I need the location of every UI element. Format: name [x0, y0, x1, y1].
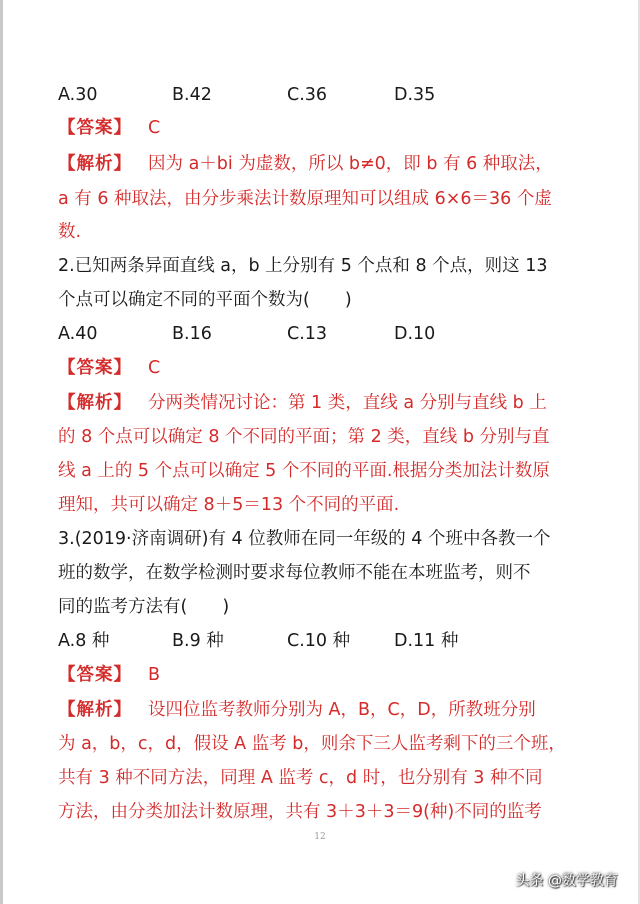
q2-analysis-line-2: 的 8 个点可以确定 8 个不同的平面；第 2 类，直线 b 分别与直 — [58, 427, 550, 447]
q2-option-d: D.10 — [394, 324, 436, 344]
q1-answer-tag: 【答案】 — [58, 118, 132, 138]
q1-option-d: D.35 — [394, 85, 436, 105]
q2-analysis-tag: 【解析】 — [58, 393, 132, 413]
q3-answer-row — [58, 662, 600, 688]
page-number: 12 — [314, 832, 326, 842]
q1-analysis-line-1 — [58, 151, 600, 177]
q1-analysis-tag: 【解析】 — [58, 154, 132, 174]
q2-option-b: B.16 — [172, 324, 212, 344]
q3-option-b: B.9 种 — [172, 631, 224, 651]
q3-analysis-line-4: 方法，由分类加法计数原理，共有 3＋3＋3＝9(种)不同的监考 — [58, 802, 542, 822]
q1-option-b: B.42 — [172, 85, 212, 105]
q1-analysis-line-3: 数. — [58, 222, 82, 242]
q2-analysis-text-1: 分两类情况讨论：第 1 类，直线 a 分别与直线 b 上 — [148, 393, 547, 413]
q3-stem-line-2: 班的数学，在数学检测时要求每位教师不能在本班监考，则不 — [58, 563, 531, 583]
q2-stem-line-1: 2.已知两条异面直线 a，b 上分别有 5 个点和 8 个点，则这 13 — [58, 256, 548, 276]
q3-analysis-text-1: 设四位监考教师分别为 A，B，C，D，所教班分别 — [148, 700, 536, 720]
q3-analysis-line-2: 为 a，b，c，d，假设 A 监考 b，则余下三人监考剩下的三个班， — [58, 734, 566, 754]
q3-answer-value: B — [148, 665, 161, 685]
q1-answer-value: C — [148, 118, 161, 138]
q3-stem-line-3: 同的监考方法有( ) — [58, 597, 230, 617]
q3-analysis-line-1 — [58, 697, 600, 723]
q2-answer-value: C — [148, 358, 161, 378]
q1-option-c: C.36 — [287, 85, 328, 105]
q2-answer-tag: 【答案】 — [58, 358, 132, 378]
q1-option-a: A.30 — [58, 85, 98, 105]
q2-stem-line-2: 个点可以确定不同的平面个数为( ) — [58, 290, 352, 310]
q2-analysis-line-4: 理知，共可以确定 8＋5＝13 个不同的平面. — [58, 495, 400, 515]
q3-option-a: A.8 种 — [58, 631, 110, 651]
q3-option-c: C.10 种 — [287, 631, 351, 651]
q3-analysis-tag: 【解析】 — [58, 700, 132, 720]
q3-option-d: D.11 种 — [394, 631, 459, 651]
q2-analysis-line-3: 线 a 上的 5 个点可以确定 5 个不同的平面.根据分类加法计数原 — [58, 461, 550, 481]
q3-analysis-line-3: 共有 3 种不同方法，同理 A 监考 c，d 时，也分别有 3 种不同 — [58, 768, 543, 788]
q3-stem-line-1: 3.(2019·济南调研)有 4 位教师在同一年级的 4 个班中各教一个 — [58, 529, 551, 549]
q2-option-a: A.40 — [58, 324, 98, 344]
q3-answer-tag: 【答案】 — [58, 665, 132, 685]
q1-answer-row — [58, 115, 600, 141]
q2-answer-row — [58, 355, 600, 381]
source-watermark: 头条 @数学教育 — [515, 873, 618, 889]
q2-analysis-line-1 — [58, 390, 600, 416]
q2-option-c: C.13 — [287, 324, 328, 344]
q1-analysis-text-1: 因为 a＋bi 为虚数，所以 b≠0，即 b 有 6 种取法， — [148, 154, 553, 174]
q1-analysis-line-2: a 有 6 种取法，由分步乘法计数原理知可以组成 6×6＝36 个虚 — [58, 189, 552, 209]
